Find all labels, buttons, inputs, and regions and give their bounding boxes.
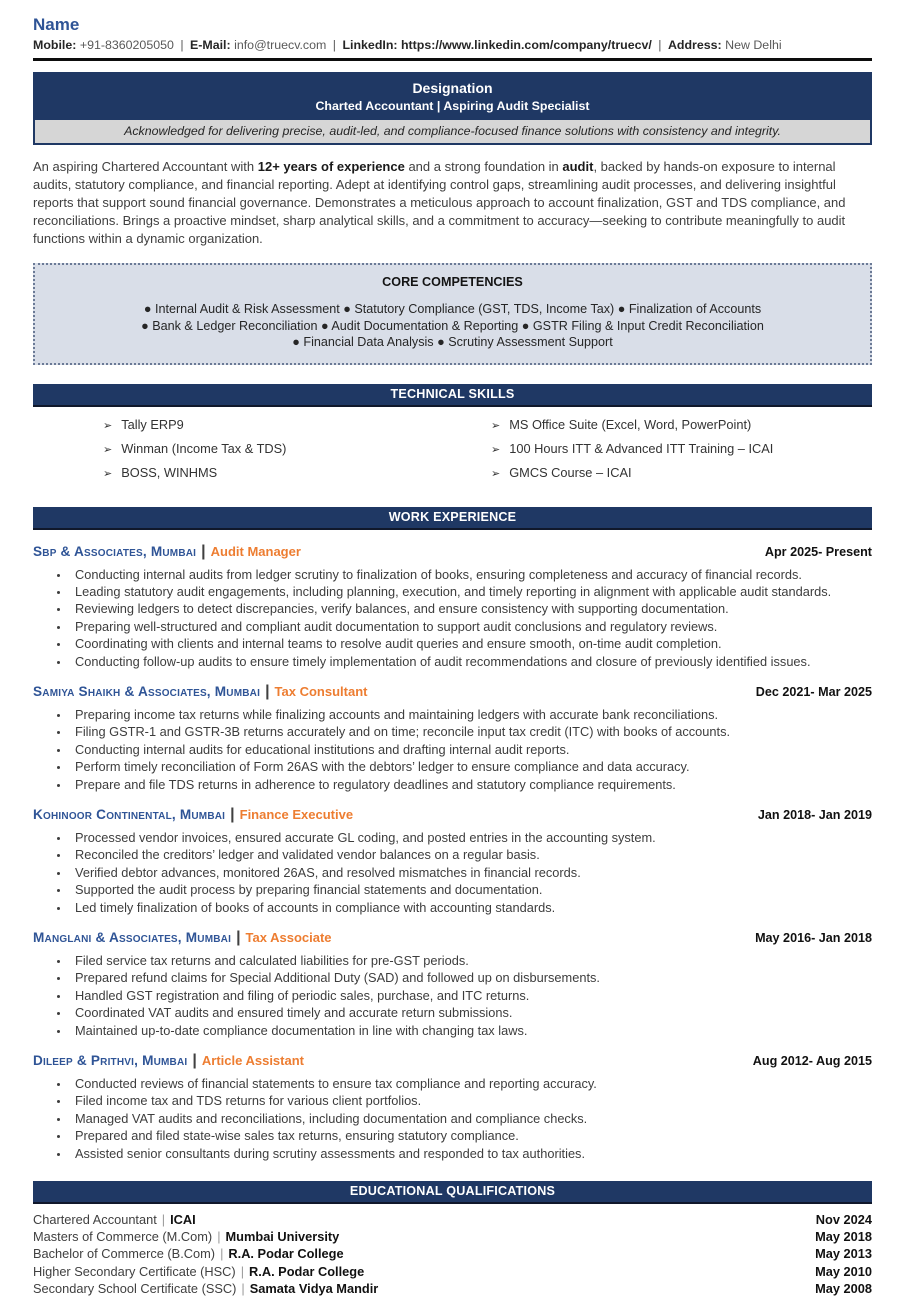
job-bullet: • Coordinated VAT audits and ensured timely and accurate return submissions. bbox=[70, 1004, 872, 1021]
designation-banner-top bbox=[35, 74, 870, 120]
address-label: Address: bbox=[667, 38, 722, 52]
skill-label: BOSS, WINHMS bbox=[121, 464, 218, 480]
job-bullet: • Maintained up-to-date compliance documentation in line with changing tax laws. bbox=[70, 1022, 872, 1039]
job-company: Kohinoor Continental, Mumbai bbox=[33, 806, 226, 822]
education-separator: | bbox=[220, 1246, 224, 1262]
job-bullet: • Preparing income tax returns while finalizing accounts and maintaining ledgers with accurate bank reconciliations. bbox=[70, 706, 872, 723]
skill-item bbox=[103, 440, 491, 459]
job-bullet: • Conducting internal audits for educational institutions and drafting internal audit reports. bbox=[70, 741, 872, 758]
job-role: Tax Consultant bbox=[274, 683, 368, 699]
education-row bbox=[33, 1228, 872, 1245]
job-title-line bbox=[33, 929, 332, 947]
designation-title: Designation bbox=[412, 80, 493, 96]
education-date: May 2018 bbox=[815, 1229, 872, 1245]
job-heading bbox=[33, 683, 872, 701]
education-left bbox=[33, 1263, 364, 1280]
competency-line: ● Internal Audit & Risk Assessment ● Statutory Compliance (GST, TDS, Income Tax) ● Finalization of Accounts bbox=[143, 302, 762, 316]
job-bullet-list bbox=[33, 566, 872, 670]
core-competencies-list bbox=[49, 301, 856, 351]
email-value: info@truecv.com bbox=[234, 38, 327, 52]
education-degree: Masters of Commerce (M.Com) bbox=[33, 1229, 213, 1245]
education-date: May 2008 bbox=[815, 1280, 872, 1296]
summary-text: and a strong foundation in bbox=[404, 159, 563, 174]
job-dates: Jan 2018- Jan 2019 bbox=[757, 807, 872, 822]
job-company: Sbp & Associates, Mumbai bbox=[33, 543, 197, 559]
skill-label: 100 Hours ITT & Advanced ITT Training – ICAI bbox=[509, 440, 774, 456]
job-bullet-list bbox=[33, 829, 872, 916]
education-left bbox=[33, 1228, 339, 1245]
job-bullet: • Filed service tax returns and calculated liabilities for pre-GST periods. bbox=[70, 952, 872, 969]
skill-item bbox=[103, 416, 491, 435]
job-entry bbox=[33, 806, 872, 916]
section-header-education: EDUCATIONAL QUALIFICATIONS bbox=[33, 1181, 872, 1204]
job-bullet: • Filing GSTR-1 and GSTR-3B returns accurately and on time; reconcile input tax credit (ITC) with books of accounts. bbox=[70, 723, 872, 740]
job-title-line bbox=[33, 683, 367, 701]
job-dates: May 2016- Jan 2018 bbox=[755, 931, 872, 945]
section-header-technical-skills: TECHNICAL SKILLS bbox=[33, 384, 872, 407]
job-bullet: • Prepared and filed state-wise sales tax returns, ensuring statutory compliance. bbox=[70, 1127, 872, 1144]
contact-separator: | bbox=[180, 38, 184, 52]
job-heading bbox=[33, 806, 872, 824]
job-bullet: • Conducted reviews of financial statements to ensure tax compliance and reporting accuracy. bbox=[70, 1075, 872, 1092]
education-institution: R.A. Podar College bbox=[249, 1263, 365, 1279]
education-left bbox=[33, 1211, 196, 1228]
arrow-bullet-icon: ➢ bbox=[491, 419, 501, 432]
job-separator: | bbox=[230, 805, 235, 823]
education-institution: R.A. Podar College bbox=[228, 1246, 344, 1262]
designation-subtitle: Charted Accountant | Aspiring Audit Specialist bbox=[315, 99, 590, 113]
mobile-label: Mobile: bbox=[33, 38, 77, 52]
contact-separator: | bbox=[332, 38, 336, 52]
job-bullet: • Assisted senior consultants during scrutiny assessments and responded to tax authorities. bbox=[70, 1145, 872, 1162]
header-divider bbox=[33, 58, 872, 61]
competency-line: ● Bank & Ledger Reconciliation ● Audit Documentation & Reporting ● GSTR Filing & Input Credit Reconciliation bbox=[141, 318, 764, 333]
email-label: E-Mail: bbox=[190, 38, 231, 52]
education-degree: Bachelor of Commerce (B.Com) bbox=[33, 1246, 216, 1262]
job-bullet: • Verified debtor advances, monitored 26AS, and resolved mismatches in financial records. bbox=[70, 864, 872, 881]
job-role: Tax Associate bbox=[245, 930, 332, 945]
designation-tagline: Acknowledged for delivering precise, audit-led, and compliance-focused finance solutions with consistency and integrity. bbox=[35, 120, 870, 143]
job-dates: Aug 2012- Aug 2015 bbox=[752, 1054, 872, 1069]
job-bullet: • Processed vendor invoices, ensured accurate GL coding, and posted entries in the accounting system. bbox=[70, 829, 872, 846]
job-bullet-list bbox=[33, 952, 872, 1039]
job-title-line bbox=[33, 1052, 304, 1070]
summary-text: , backed by hands-on exposure to internal audits, statutory compliance, and financial reporting. Adept at identifying control gaps, streamlining audit processes, and delivering insightful reports that support sound financial governance. Demonstrates a meticulous approach to account finalization, GST and TDS compliance, and reconciliations. Brings a proactive mindset, sharp analytical skills, and a commitment to accuracy—seeking to contribute meaningfully to audit functions within a dynamic organization. bbox=[33, 159, 846, 246]
job-role: Finance Executive bbox=[239, 806, 354, 822]
job-bullet: • Filed income tax and TDS returns for various client portfolios. bbox=[70, 1092, 872, 1109]
job-separator: | bbox=[265, 682, 270, 700]
education-separator: | bbox=[217, 1229, 221, 1245]
education-list bbox=[33, 1211, 872, 1297]
job-bullet: • Preparing well-structured and compliant audit documentation to support audit conclusions and regulatory reviews. bbox=[70, 618, 872, 635]
job-bullet: • Conducting follow-up audits to ensure timely implementation of audit recommendations and closure of previously identified issues. bbox=[70, 653, 872, 670]
education-row bbox=[33, 1263, 872, 1280]
education-separator: | bbox=[240, 1263, 245, 1279]
job-bullet-list bbox=[33, 1075, 872, 1162]
skill-item bbox=[491, 416, 773, 435]
education-separator: | bbox=[241, 1280, 245, 1296]
skill-label: MS Office Suite (Excel, Word, PowerPoint) bbox=[509, 416, 752, 432]
arrow-bullet-icon: ➢ bbox=[103, 443, 113, 456]
job-entry bbox=[33, 683, 872, 793]
skill-label: Tally ERP9 bbox=[121, 416, 184, 432]
job-company: Samiya Shaikh & Associates, Mumbai bbox=[33, 683, 261, 699]
job-bullet: • Supported the audit process by preparing financial statements and documentation. bbox=[70, 881, 872, 898]
skill-item bbox=[103, 464, 491, 483]
job-separator: | bbox=[201, 542, 206, 560]
profile-summary bbox=[33, 158, 872, 248]
job-bullet: • Reviewing ledgers to detect discrepancies, verify balances, and ensure consistency with supporting documentation. bbox=[70, 600, 872, 617]
core-competencies-box bbox=[33, 263, 872, 365]
job-bullet: • Handled GST registration and filing of periodic sales, purchase, and ITC returns. bbox=[70, 987, 872, 1004]
education-institution: ICAI bbox=[170, 1212, 196, 1228]
skill-label: GMCS Course – ICAI bbox=[509, 464, 632, 480]
linkedin-label: LinkedIn: bbox=[342, 38, 398, 52]
job-bullet: • Leading statutory audit engagements, including planning, execution, and timely reporting in alignment with applicable audit standards. bbox=[70, 583, 872, 600]
job-bullet: • Coordinating with clients and internal teams to resolve audit queries and ensure smooth, on-time audit completion. bbox=[70, 635, 872, 652]
education-date: May 2013 bbox=[815, 1246, 872, 1262]
core-competencies-title: CORE COMPETENCIES bbox=[382, 275, 523, 289]
education-row bbox=[33, 1211, 872, 1228]
education-row bbox=[33, 1245, 872, 1262]
education-separator: | bbox=[161, 1212, 166, 1228]
address-value: New Delhi bbox=[725, 38, 782, 52]
job-dates: Apr 2025- Present bbox=[764, 544, 872, 559]
technical-skills-list bbox=[33, 407, 872, 488]
education-date: Nov 2024 bbox=[815, 1212, 872, 1228]
education-degree: Higher Secondary Certificate (HSC) bbox=[33, 1263, 236, 1279]
education-institution: Samata Vidya Mandir bbox=[249, 1280, 379, 1296]
job-separator: | bbox=[236, 929, 241, 946]
job-bullet: • Managed VAT audits and reconciliations, including documentation and compliance checks. bbox=[70, 1110, 872, 1127]
education-degree: Secondary School Certificate (SSC) bbox=[33, 1280, 237, 1296]
job-company: Manglani & Associates, Mumbai bbox=[33, 930, 232, 945]
skills-column-right bbox=[491, 416, 773, 488]
job-bullet: • Led timely finalization of books of accounts in compliance with accounting standards. bbox=[70, 899, 872, 916]
job-bullet: • Conducting internal audits from ledger scrutiny to finalization of books, ensuring completeness and accuracy of financial records. bbox=[70, 566, 872, 583]
mobile-value: +91-8360205050 bbox=[79, 38, 174, 52]
job-bullet-list bbox=[33, 706, 872, 793]
education-degree: Chartered Accountant bbox=[33, 1212, 157, 1228]
job-heading bbox=[33, 543, 872, 561]
arrow-bullet-icon: ➢ bbox=[491, 467, 501, 480]
skills-column-left bbox=[103, 416, 491, 488]
education-row bbox=[33, 1280, 872, 1297]
education-institution: Mumbai University bbox=[225, 1229, 340, 1245]
job-separator: | bbox=[192, 1052, 197, 1070]
education-date: May 2010 bbox=[815, 1263, 872, 1279]
arrow-bullet-icon: ➢ bbox=[103, 467, 113, 480]
job-bullet: • Prepared refund claims for Special Additional Duty (SAD) and followed up on disbursements. bbox=[70, 969, 872, 986]
job-bullet: • Perform timely reconciliation of Form 26AS with the debtors’ ledger to ensure compliance and data accuracy. bbox=[70, 758, 872, 775]
job-entry bbox=[33, 1052, 872, 1162]
job-title-line bbox=[33, 543, 301, 561]
education-left bbox=[33, 1280, 378, 1297]
summary-text: An aspiring Chartered Accountant with bbox=[33, 159, 258, 174]
competency-line: ● Financial Data Analysis ● Scrutiny Assessment Support bbox=[292, 335, 613, 349]
linkedin-value: https://www.linkedin.com/company/truecv/ bbox=[400, 38, 652, 52]
job-company: Dileep & Prithvi, Mumbai bbox=[33, 1053, 188, 1069]
skill-item bbox=[491, 440, 773, 459]
job-dates: Dec 2021- Mar 2025 bbox=[755, 684, 872, 699]
job-entry bbox=[33, 929, 872, 1039]
skill-item bbox=[491, 464, 773, 483]
arrow-bullet-icon: ➢ bbox=[103, 419, 113, 432]
job-bullet: • Reconciled the creditors’ ledger and validated vendor balances on a regular basis. bbox=[70, 846, 872, 863]
contact-separator: | bbox=[658, 38, 662, 52]
summary-bold-audit: audit bbox=[562, 159, 594, 174]
job-bullet: • Prepare and file TDS returns in adherence to regulatory deadlines and statutory compliance requirements. bbox=[70, 776, 872, 793]
skill-label: Winman (Income Tax & TDS) bbox=[121, 440, 287, 456]
candidate-name: Name bbox=[33, 15, 80, 34]
section-header-work-experience: WORK EXPERIENCE bbox=[33, 507, 872, 530]
arrow-bullet-icon: ➢ bbox=[491, 443, 501, 456]
job-entry bbox=[33, 543, 872, 670]
job-role: Article Assistant bbox=[201, 1053, 304, 1069]
education-left bbox=[33, 1245, 344, 1262]
contact-line bbox=[33, 38, 872, 52]
job-heading bbox=[33, 1052, 872, 1070]
designation-banner bbox=[33, 72, 872, 145]
job-title-line bbox=[33, 806, 353, 824]
job-role: Audit Manager bbox=[210, 543, 301, 559]
summary-bold-experience: 12+ years of experience bbox=[257, 159, 405, 174]
job-heading bbox=[33, 929, 872, 947]
